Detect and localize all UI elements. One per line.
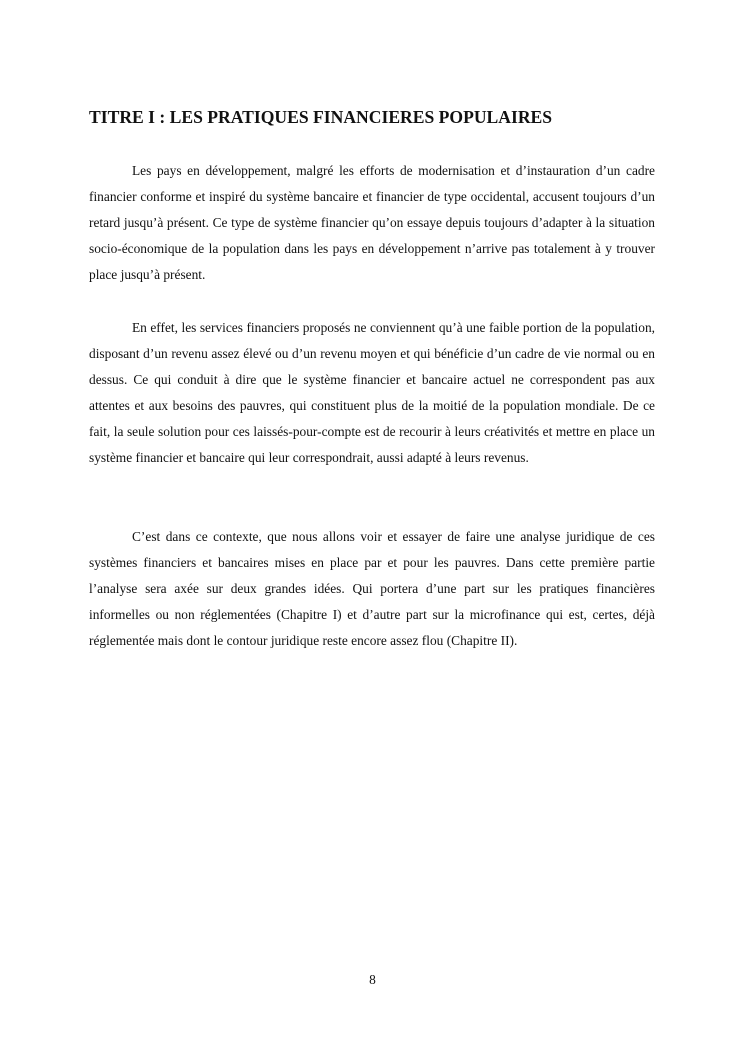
paragraph-intro: Les pays en développement, malgré les efforts de modernisation et d’instauration d’un cadre financier conforme et inspiré du système bancaire et financier de type occidental, accusent toujours d’un retard jusqu’à présent. Ce type de système financier qu’on essaye depuis toujours d’adapter à la situation socio-économique de la population dans les pays en développement n’arrive pas totalement à y trouver place jusqu’à présent. [89, 163, 655, 282]
paragraph-financial-services: En effet, les services financiers proposés ne conviennent qu’à une faible portion de la population, disposant d’un revenu assez élevé ou d’un revenu moyen et qui bénéficie d’un cadre de vie normal ou en dessus. Ce qui conduit à dire que le système financier et bancaire actuel ne correspondent pas aux attentes et aux besoins des pauvres, qui constituent plus de la moitié de la population mondiale. De ce fait, la seule solution pour ces laissés-pour-compte est de recourir à leurs créativités et mettre en place un système financier et bancaire qui leur correspondrait, aussi adapté à leurs revenus. [89, 320, 655, 465]
page-title: TITRE I : LES PRATIQUES FINANCIERES POPULAIRES [89, 107, 553, 127]
page-number: 8 [369, 972, 376, 987]
paragraph-context: C’est dans ce contexte, que nous allons voir et essayer de faire une analyse juridique de ces systèmes financiers et bancaires mises en place par et pour les pauvres. Dans cette première partie l’analyse sera axée sur deux grandes idées. Qui portera d’une part sur les pratiques financières informelles ou non réglementées (Chapitre I) et d’autre part sur la microfinance qui est, certes, déjà réglementée mais dont le contour juridique reste encore assez flou (Chapitre II). [89, 529, 655, 648]
